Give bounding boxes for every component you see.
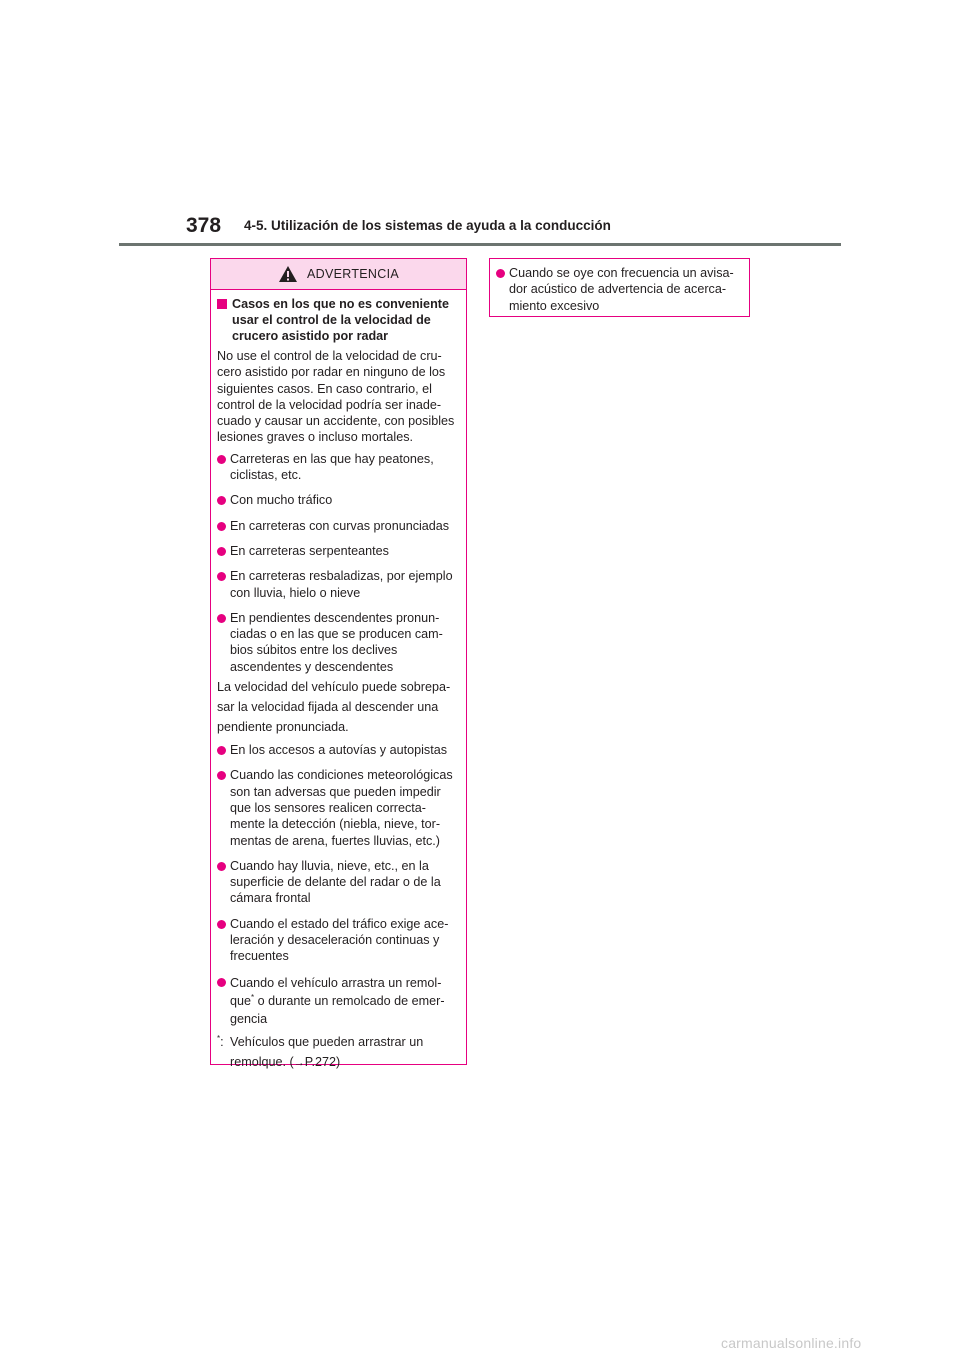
- section-title: 4-5. Utilización de los sistemas de ayuda a la conducción: [244, 218, 611, 233]
- square-bullet-icon: [217, 299, 227, 309]
- arrow-right-icon: →: [293, 1056, 305, 1069]
- bullet-icon: [217, 614, 226, 623]
- warning-triangle-icon: [278, 265, 298, 283]
- warning-body: [211, 290, 466, 1073]
- warning-subheading-text: Casos en los que no es conveniente usar el control de la velocidad de crucero asistido por radar: [232, 297, 449, 343]
- list-item: Carreteras en las que hay peatones, ciclistas, etc.: [217, 451, 461, 484]
- warning-header: [211, 259, 466, 290]
- bullet-icon: [217, 572, 226, 581]
- bullet-icon: [217, 978, 226, 987]
- list-item: Cuando el vehículo arrastra un remol- que* o durante un remolcado de emer- gencia: [217, 974, 461, 1028]
- footnote: *: Vehículos que pueden arrastrar un remolque. (→P.272): [217, 1033, 424, 1069]
- warning-subheading: [217, 296, 461, 344]
- right-continuation-box: [489, 258, 750, 317]
- bullet-icon: [217, 746, 226, 755]
- bullet-icon: [217, 522, 226, 531]
- bullet-icon: [217, 862, 226, 871]
- list-item: Cuando hay lluvia, nieve, etc., en la superficie de delante del radar o de la cámara frontal: [217, 858, 461, 907]
- list-item: Cuando el estado del tráfico exige ace- leración y desaceleración continuas y frecuentes: [217, 916, 461, 965]
- header-rule: [119, 243, 841, 246]
- watermark: carmanualsonline.info: [721, 1335, 862, 1351]
- bullet-icon: [496, 269, 505, 278]
- page-reference-link[interactable]: P.272): [304, 1054, 341, 1069]
- warning-intro: No use el control de la velocidad de cru- cero asistido por radar en ninguno de los siguientes casos. En caso contrario, el control de la velocidad podría ser inade- cuado y causar un accidente, con posibles lesiones graves o incluso mortales.: [217, 349, 455, 445]
- page-number: 378: [186, 214, 222, 237]
- list-item: En pendientes descendentes pronun- ciadas o en las que se producen cam- bios súbitos entre los declives ascendentes y descendentes: [217, 610, 461, 675]
- list-item: Cuando se oye con frecuencia un avisa- dor acústico de advertencia de acerca- miento excesivo: [496, 265, 745, 314]
- bullet-icon: [217, 920, 226, 929]
- list-item: Cuando las condiciones meteorológicas son tan adversas que pueden impedir que los sensores realicen correcta- mente la detección (niebla, nieve, tor- mentas de arena, fuertes lluvias, etc.): [217, 767, 461, 848]
- warning-note: La velocidad del vehículo puede sobrepa- sar la velocidad fijada al descender una pendiente pronunciada.: [217, 680, 451, 735]
- list-item: En carreteras serpenteantes: [217, 543, 461, 559]
- list-item: En carreteras resbaladizas, por ejemplo con lluvia, hielo o nieve: [217, 568, 461, 601]
- footnote-marker: *: [251, 992, 255, 1002]
- warning-box: [210, 258, 467, 1069]
- bullet-icon: [217, 496, 226, 505]
- bullet-icon: [217, 771, 226, 780]
- bullet-icon: [217, 547, 226, 556]
- list-item: En carreteras con curvas pronunciadas: [217, 518, 461, 534]
- list-item: En los accesos a autovías y autopistas: [217, 742, 461, 758]
- bullet-icon: [217, 455, 226, 464]
- warning-title: ADVERTENCIA: [307, 267, 399, 281]
- list-item: Con mucho tráfico: [217, 492, 461, 508]
